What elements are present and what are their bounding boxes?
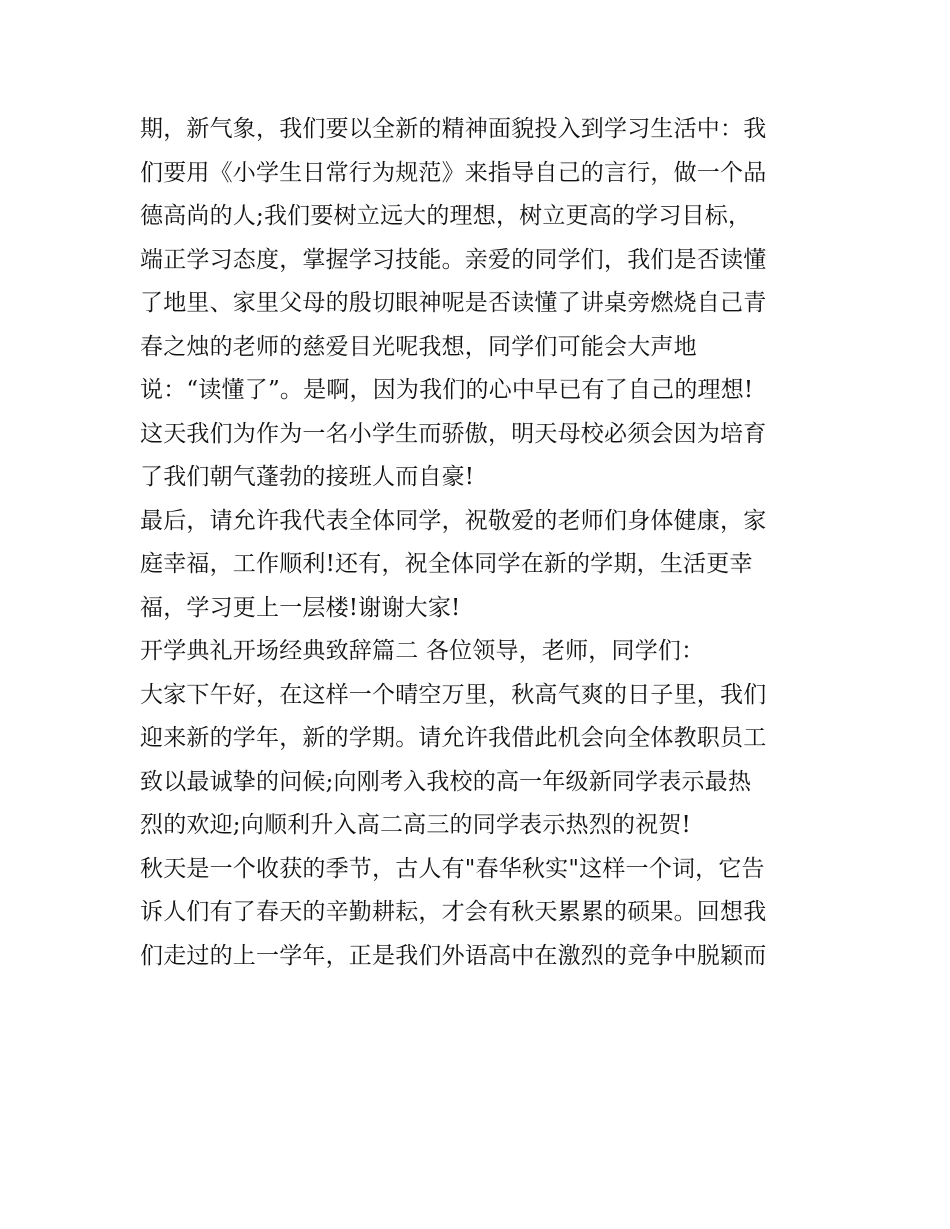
text-line: 烈的欢迎;向顺利升入高二高三的同学表示热烈的祝贺! [140,812,691,838]
section-heading-line: 开学典礼开场经典致辞篇二 各位领导，老师，同学们： [140,638,705,664]
text-line: 最后，请允许我代表全体同学，祝敬爱的老师们身体健康，家 [140,507,767,534]
text-line: 了我们朝气蓬勃的接班人而自豪! [140,464,475,490]
text-line: 了地里、家里父母的殷切眼神呢是否读懂了讲桌旁燃烧自己青 [140,290,767,316]
text-line: 春之烛的老师的慈爱目光呢我想，同学们可能会大声地 [140,333,697,360]
text-line: 德高尚的人;我们要树立远大的理想，树立更高的学习目标， [140,203,752,229]
text-line: 们走过的上一学年，正是我们外语高中在激烈的竞争中脱颖而 [140,942,767,969]
text-line: 们要用《小学生日常行为规范》来指导自己的言行，做一个品 [140,159,767,186]
text-line: 致以最诚挚的问候;向刚考入我校的高一年级新同学表示最热 [140,768,752,795]
text-line: 端正学习态度，掌握学习技能。亲爱的同学们，我们是否读懂 [140,246,767,273]
text-line: 期，新气象，我们要以全新的精神面貌投入到学习生活中：我 [140,116,767,142]
text-line: 迎来新的学年，新的学期。请允许我借此机会向全体教职员工 [140,725,767,751]
text-line: 大家下午好，在这样一个晴空万里，秋高气爽的日子里，我们 [140,681,767,708]
text-line: 庭幸福，工作顺利!还有，祝全体同学在新的学期，生活更幸 [140,551,753,577]
text-line: 这天我们为作为一名小学生而骄傲，明天母校必须会因为培育 [140,420,767,447]
document-text-body [140,108,840,978]
text-line: 秋天是一个收获的季节，古人有"春华秋实"这样一个词，它告 [140,855,765,882]
text-line: 诉人们有了春天的辛勤耕耘，才会有秋天累累的硕果。回想我 [140,899,767,925]
text-line: 说：“读懂了”。是啊，因为我们的心中早已有了自己的理想! [140,377,754,403]
text-line: 福，学习更上一层楼!谢谢大家! [140,594,461,621]
